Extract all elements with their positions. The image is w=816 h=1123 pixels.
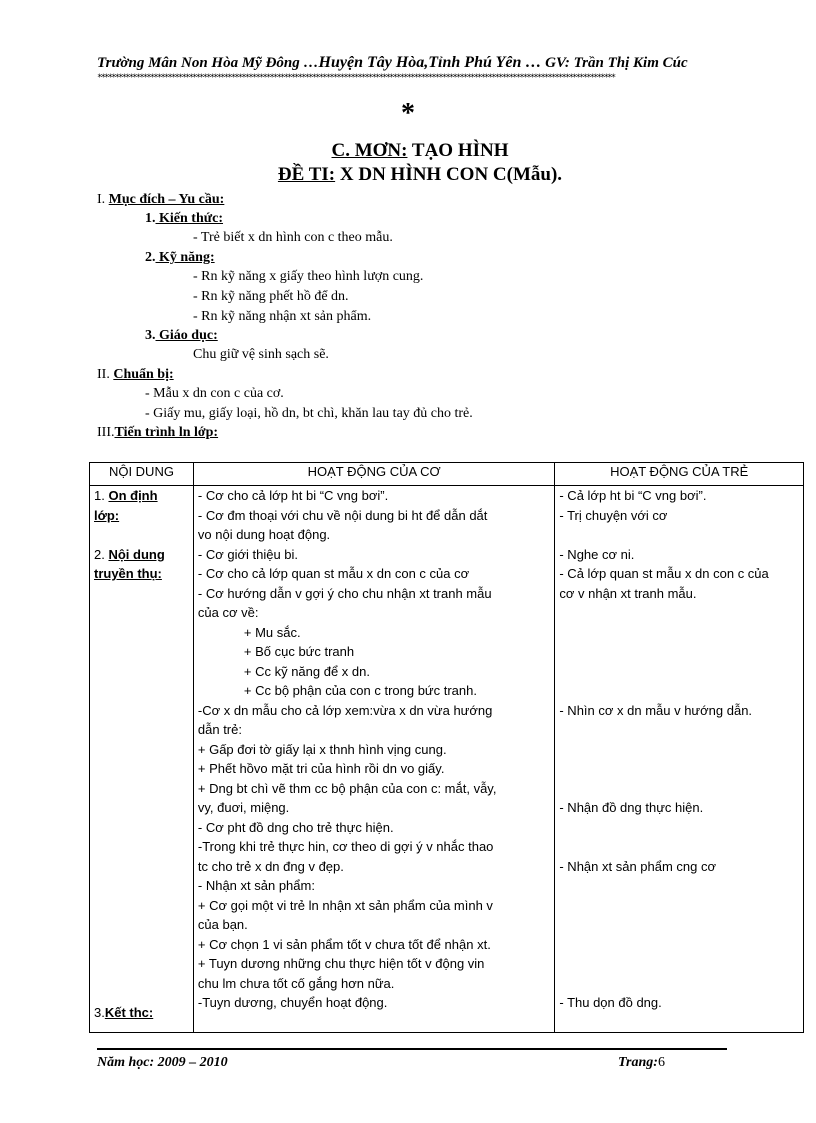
- subject-title: [0, 140, 816, 162]
- topic-title: [0, 164, 816, 186]
- child-line: - Nhìn cơ x dn mẫu v hướng dẫn.: [559, 702, 753, 718]
- teacher-line: của cơ về:: [197, 605, 259, 620]
- skills-label: Kỹ năng:: [155, 250, 215, 265]
- teacher-line: vo nội dung hoạt động.: [197, 527, 331, 542]
- preparation-item: - Giấy mu, giấy loại, hồ dn, bt chì, khăn lau tay đủ cho trẻ.: [145, 406, 473, 421]
- teacher-line: -Tuyn dương, chuyển hoạt động.: [197, 995, 388, 1010]
- process-heading: [97, 425, 218, 441]
- section-num: 2.: [94, 546, 105, 562]
- teacher-line: + Dng bt chì vẽ thm cc bộ phận của con c: mắt, vẫy,: [197, 780, 497, 796]
- lesson-plan-table: [89, 462, 804, 1033]
- section-num: 1.: [94, 488, 105, 503]
- school-name: Trường Mân Non Hòa Mỹ Đông …: [97, 55, 319, 71]
- knowledge-item: - Trẻ biết x dn hình con c theo mẫu.: [193, 230, 393, 245]
- child-line: - Thu dọn đồ dng.: [559, 995, 662, 1010]
- section-label: Nội dung: [108, 546, 165, 562]
- page-number: [618, 1055, 665, 1071]
- teacher-line: + Cơ chọn 1 vi sản phẩm tốt v chưa tốt để nhận xt.: [197, 936, 491, 952]
- knowledge-num: 1.: [145, 211, 156, 226]
- skills-item: - Rn kỹ năng nhận xt sản phẩm.: [193, 309, 372, 324]
- objectives-heading: [97, 192, 224, 208]
- child-line: - Nhận đồ dng thực hiện.: [559, 800, 704, 815]
- preparation-heading: [97, 367, 174, 383]
- child-line: - Nhận xt sản phẩm cng cơ: [559, 858, 717, 874]
- skills-num: 2.: [145, 250, 156, 265]
- decorative-star: *: [401, 98, 415, 129]
- section-label: truyền thụ:: [94, 566, 162, 581]
- teacher-line: - Cơ đm thoại với chu về nội dung bi ht để dẫn dắt: [197, 507, 488, 523]
- page-value: 6: [657, 1055, 665, 1070]
- teacher-line: + Gấp đơi tờ giấy lại x thnh hình vịng cung.: [197, 741, 447, 757]
- objectives-heading-label: Mục đích – Yu cầu:: [108, 192, 225, 207]
- process-heading-label: Tiến trình ln lớp:: [114, 425, 219, 440]
- process-heading-num: III.: [97, 425, 115, 440]
- child-line: - Cả lớp ht bi “C vng bơi”.: [559, 488, 707, 503]
- subject-value: TẠO HÌNH: [407, 140, 509, 161]
- teacher-line: + Mu sắc.: [243, 624, 301, 640]
- subject-label: C. MƠN:: [331, 140, 408, 161]
- teacher-line: - Nhận xt sản phẩm:: [197, 878, 315, 893]
- teacher-line: -Trong khi trẻ thực hin, cơ theo di gợi ý v nhắc thao: [197, 839, 494, 854]
- child-activity-cell: [555, 486, 804, 1033]
- column-header-teacher: HOẠT ĐỘNG CỦA CƠ: [193, 463, 554, 486]
- table-row: [90, 486, 804, 1033]
- education-heading: [145, 328, 218, 344]
- column-header-child: HOẠT ĐỘNG CỦA TRẺ: [555, 463, 804, 486]
- section-num: 3.: [94, 1004, 105, 1020]
- page-label: Trang:: [618, 1055, 658, 1070]
- teacher-line: + Cc bộ phận của con c trong bức tranh.: [243, 683, 477, 698]
- skills-item: - Rn kỹ năng x giấy theo hình lượn cung.: [193, 269, 424, 284]
- teacher-line: + Bố cục bức tranh: [243, 644, 355, 659]
- teacher-activity-cell: [193, 486, 554, 1033]
- topic-value: X DN HÌNH CON C(Mẫu).: [335, 164, 563, 185]
- section-stabilize: [94, 486, 189, 506]
- teacher-line: của bạn.: [197, 917, 248, 932]
- teacher-line: - Cơ pht đồ dng cho trẻ thực hiện.: [197, 819, 394, 835]
- teacher-line: tc cho trẻ x dn đng v đẹp.: [197, 858, 344, 874]
- header-star-divider: ***************************************************************************************************************************************************: [97, 73, 615, 83]
- section-label: Kết thc:: [104, 1004, 154, 1020]
- teacher-line: + Tuyn dương những chu thực hiện tốt v động vin: [197, 956, 485, 971]
- teacher-line: + Cơ gọi một vi trẻ ln nhận xt sản phẩm của mình v: [197, 897, 493, 913]
- teacher-line: - Cơ cho cả lớp quan st mẫu x dn con c của cơ: [197, 566, 470, 581]
- section-conclusion: [94, 1003, 189, 1023]
- section-content: [94, 545, 189, 565]
- section-label: On định: [108, 488, 158, 503]
- teacher-line: dẫn trẻ:: [197, 722, 242, 737]
- section-label: lớp:: [94, 507, 120, 523]
- teacher-name: GV: Trần Thị Kim Cúc: [541, 55, 688, 71]
- teacher-line: chu lm chưa tốt cố gắng hơn nữa.: [197, 975, 395, 991]
- footer-divider: [97, 1048, 727, 1050]
- education-item: Chu giữ vệ sinh sạch sẽ.: [193, 347, 329, 362]
- teacher-line: - Cơ giới thiệu bi.: [197, 546, 299, 562]
- teacher-line: + Phết hồvo mặt tri của hình rồi dn vo giấy.: [197, 761, 445, 776]
- school-year: Năm học: 2009 – 2010: [97, 1055, 228, 1070]
- topic-label: ĐỀ TI:: [277, 164, 336, 185]
- skills-item: - Rn kỹ năng phết hồ để dn.: [193, 289, 349, 304]
- objectives-heading-num: I.: [97, 192, 106, 207]
- education-num: 3.: [145, 328, 156, 343]
- table-header-row: [90, 463, 804, 486]
- preparation-heading-num: II.: [97, 367, 110, 382]
- teacher-line: -Cơ x dn mẫu cho cả lớp xem:vừa x dn vừa hướng: [197, 702, 493, 718]
- teacher-line: + Cc kỹ năng để x dn.: [243, 663, 370, 679]
- preparation-item: - Mẫu x dn con c của cơ.: [145, 386, 284, 401]
- child-line: cơ v nhận xt tranh mẫu.: [559, 585, 697, 601]
- teacher-line: - Cơ cho cả lớp ht bi “C vng bơi”.: [197, 488, 389, 503]
- child-line: - Cả lớp quan st mẫu x dn con c của: [559, 566, 769, 581]
- column-header-content: NỘI DUNG: [90, 463, 194, 486]
- teacher-line: vy, đuơi, miệng.: [197, 800, 290, 815]
- child-line: - Nghe cơ ni.: [559, 546, 635, 562]
- teacher-line: - Cơ hướng dẫn v gợi ý cho chu nhận xt tranh mẫu: [197, 585, 492, 601]
- preparation-heading-label: Chuẩn bị:: [113, 367, 174, 382]
- child-line: - Trị chuyện với cơ: [559, 507, 668, 523]
- content-cell: [90, 486, 194, 1033]
- education-label: Giáo dục:: [155, 328, 218, 343]
- knowledge-label: Kiến thức:: [155, 211, 224, 226]
- skills-heading: [145, 250, 215, 266]
- knowledge-heading: [145, 211, 223, 227]
- page-header: [97, 54, 688, 72]
- district-name: Huyện Tây Hòa,Tỉnh Phú Yên …: [318, 54, 542, 71]
